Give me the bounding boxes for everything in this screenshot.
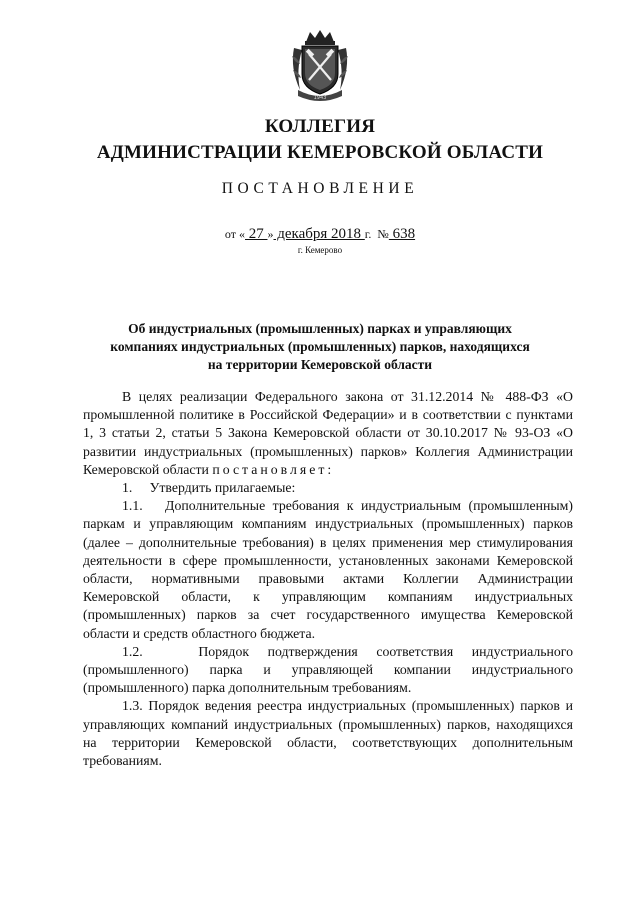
item-1-3: 1.3. Порядок ведения реестра индустриальных (промышленных) парков и управляющих компаний индустриальных (промышленных) парков, находящихся на территории Кемеровской области, соответствующих дополнительным требованиям. (83, 698, 573, 769)
item-1-2: 1.2. Порядок подтверждения соответствия индустриального (промышленного) парка и управляющей компании индустриального (промышленного) парка дополнительным требованиям. (83, 643, 573, 696)
city: г. Кемерово (297, 245, 343, 255)
year-suffix: г. (364, 227, 372, 241)
org-name-line2: АДМИНИСТРАЦИИ КЕМЕРОВСКОЙ ОБЛАСТИ (96, 142, 544, 163)
document-type: ПОСТАНОВЛЕНИЕ (221, 180, 419, 197)
title-line1: Об индустриальных (промышленных) парках и управляющих (128, 321, 512, 336)
emblem-year-text: 1943 (313, 95, 327, 101)
item-1-1: 1.1. Дополнительные требования к индустриальным (промышленным) паркам и управляющим компаниям индустриальных (промышленных) парков (далее – дополнительные требования) в целях применения мер стимулирования деятельности в сфере промышленности, установленных законами Кемеровской области, нормативными правовыми актами Коллегии Администрации Кемеровской области, к управляющим компаниям индустриальных (промышленных) парков за счет государственного имущества Кемеровской области и средств областного бюджета. (83, 498, 573, 641)
document-body (83, 388, 573, 770)
org-name-line1: КОЛЛЕГИЯ (264, 116, 376, 137)
preamble-paragraph (83, 388, 573, 479)
date-number-line (0, 226, 640, 243)
document-number: 638 (388, 226, 416, 242)
date-month-year: декабря 2018 (273, 226, 365, 242)
title-line3: на территории Кемеровской области (207, 357, 433, 372)
date-day: 27 (245, 226, 268, 242)
document-title (100, 320, 540, 374)
number-sign: № (377, 227, 389, 241)
preamble-decree: постановляет: (212, 461, 335, 477)
coat-of-arms-icon (288, 28, 352, 104)
date-prefix: от (224, 227, 236, 241)
title-line2: компаниях индустриальных (промышленных) парков, находящихся (110, 339, 530, 354)
close-quote: » (267, 227, 274, 241)
preamble-text: В целях реализации Федерального закона от 31.12.2014 № 488-ФЗ «О промышленной политике в Российской Федерации» и в соответствии с пунктами 1, 3 статьи 2, статьи 5 Закона Кемеровской области от 30.10.2017 № 93-ОЗ «О развитии индустриальных (промышленных) парков» Коллегия Администрации Кемеровской области (83, 389, 573, 477)
open-quote: « (239, 227, 245, 241)
item-1: 1. Утвердить прилагаемые: (122, 480, 296, 496)
